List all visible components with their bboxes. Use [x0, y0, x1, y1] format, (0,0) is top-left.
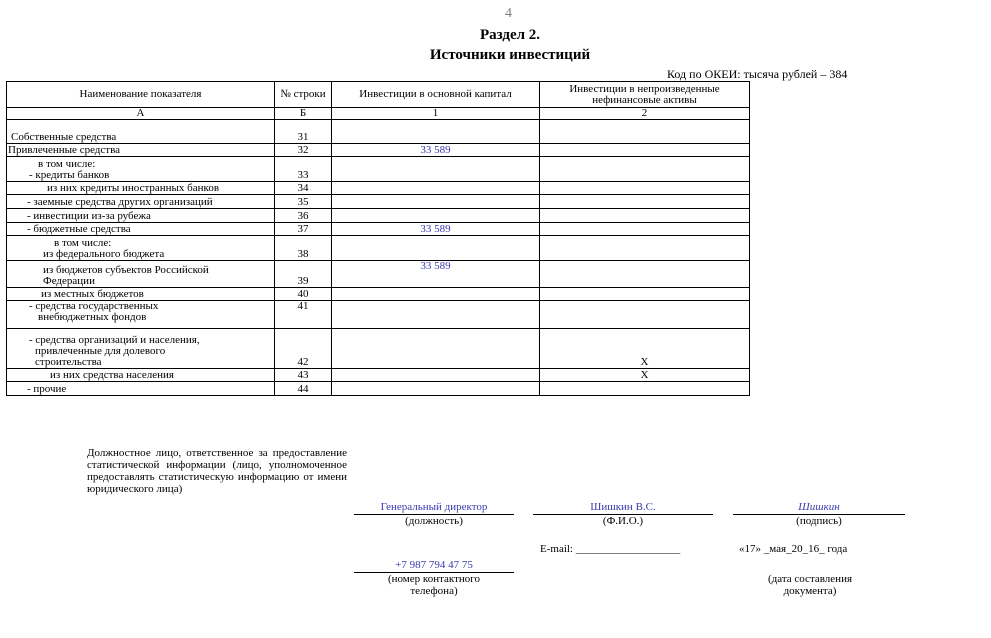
signature-value: Шишкин [798, 501, 840, 513]
row-col1: 33 589 [332, 144, 540, 157]
row-no: 41 [275, 301, 332, 329]
fio-value: Шишкин В.С. [590, 501, 656, 513]
row-name [7, 301, 275, 329]
row-no: 35 [275, 195, 332, 209]
letter-name: А [7, 108, 275, 120]
table-row [7, 329, 750, 369]
row-name [7, 329, 275, 369]
row-col2 [540, 209, 750, 223]
row-col2 [540, 301, 750, 329]
row-col2 [540, 236, 750, 261]
row-name: Собственные средства [7, 120, 275, 144]
row-col2 [540, 382, 750, 396]
row-col1: 33 589 [332, 223, 540, 236]
header-row [7, 82, 750, 108]
row-name: - заемные средства других организаций [7, 195, 275, 209]
table-row [7, 369, 750, 382]
signature-label: (подпись) [733, 514, 905, 527]
row-col1 [332, 209, 540, 223]
row-col1 [332, 301, 540, 329]
row-col1 [332, 120, 540, 144]
table-row [7, 209, 750, 223]
row-col1 [332, 288, 540, 301]
header-name: Наименование показателя [7, 82, 275, 108]
row-col2 [540, 120, 750, 144]
row-no: 43 [275, 369, 332, 382]
row-no: 39 [275, 261, 332, 288]
row-col2 [540, 223, 750, 236]
date-label [745, 573, 875, 597]
table-row [7, 182, 750, 195]
row-name-line1: в том числе: [54, 237, 112, 249]
row-name [7, 236, 275, 261]
row-col2 [540, 144, 750, 157]
row-col2 [540, 261, 750, 288]
section-title: Раздел 2. [479, 27, 541, 43]
header-col2: Инвестиции в непроизведенные нефинансовые активы [540, 82, 750, 108]
row-name-line1: из бюджетов субъектов Российской [43, 264, 209, 276]
row-name: из них кредиты иностранных банков [7, 182, 275, 195]
table-row [7, 301, 750, 329]
date-value: «17» _мая_20_16_ года [739, 543, 848, 555]
investment-sources-table [6, 81, 750, 396]
letter-row-no: Б [275, 108, 332, 120]
table-row [7, 195, 750, 209]
row-name: Привлеченные средства [7, 144, 275, 157]
row-no: 40 [275, 288, 332, 301]
page-number: 4 [505, 6, 512, 21]
row-col1: 33 589 [332, 261, 540, 288]
row-name [7, 157, 275, 182]
row-name-line3: строительства [35, 356, 102, 368]
phone-label [354, 572, 514, 597]
letter-col2: 2 [540, 108, 750, 120]
section-subtitle: Источники инвестиций [429, 47, 591, 63]
row-no: 42 [275, 329, 332, 369]
row-col1 [332, 157, 540, 182]
row-no: 31 [275, 120, 332, 144]
row-name: из местных бюджетов [7, 288, 275, 301]
phone-label-line2: телефона) [410, 585, 458, 597]
row-name: - бюджетные средства [7, 223, 275, 236]
row-col1 [332, 382, 540, 396]
row-no: 33 [275, 157, 332, 182]
date-label-line1: (дата составления [767, 573, 853, 585]
row-name-line1: в том числе: [38, 158, 96, 170]
row-col2 [540, 182, 750, 195]
row-no: 44 [275, 382, 332, 396]
table-row [7, 288, 750, 301]
header-col1: Инвестиции в основной капитал [332, 82, 540, 108]
table-row [7, 382, 750, 396]
row-name: - прочие [7, 382, 275, 396]
row-col1 [332, 369, 540, 382]
position-label: (должность) [354, 514, 514, 527]
okei-code: Код по ОКЕИ: тысяча рублей – 384 [667, 67, 848, 81]
row-name: - инвестиции из-за рубежа [7, 209, 275, 223]
position-value: Генеральный директор [380, 501, 488, 513]
row-col2 [540, 288, 750, 301]
row-name-line2: привлеченные для долевого [35, 345, 166, 357]
row-no: 34 [275, 182, 332, 195]
table-row [7, 144, 750, 157]
row-col1 [332, 329, 540, 369]
row-name-line1: - средства государственных [29, 300, 159, 312]
row-name-line2: Федерации [43, 275, 95, 287]
row-name-line1: - средства организаций и населения, [29, 334, 200, 346]
table-row [7, 157, 750, 182]
row-name: из них средства населения [7, 369, 275, 382]
table-row [7, 261, 750, 288]
row-no: 38 [275, 236, 332, 261]
row-col1 [332, 182, 540, 195]
row-no: 36 [275, 209, 332, 223]
header-row-no: № строки [275, 82, 332, 108]
phone-value: +7 987 794 47 75 [395, 559, 473, 571]
table-row [7, 223, 750, 236]
row-name [7, 261, 275, 288]
responsible-person-text: Должностное лицо, ответственное за предоставление статистической информации (лицо, уполномоченное предоставлять статистическую информацию от имени юридического лица) [87, 447, 347, 495]
row-col2 [540, 195, 750, 209]
letters-row [7, 108, 750, 120]
row-col1 [332, 195, 540, 209]
fio-label: (Ф.И.О.) [533, 514, 713, 527]
row-col2: X [540, 329, 750, 369]
row-no: 37 [275, 223, 332, 236]
table-row [7, 120, 750, 144]
table-row [7, 236, 750, 261]
row-col1 [332, 236, 540, 261]
row-col2 [540, 157, 750, 182]
row-name-line2: внебюджетных фондов [38, 311, 147, 323]
phone-label-line1: (номер контактного [387, 573, 481, 585]
row-col2: X [540, 369, 750, 382]
letter-col1: 1 [332, 108, 540, 120]
row-no: 32 [275, 144, 332, 157]
row-name-line2: из федерального бюджета [43, 248, 165, 260]
date-label-line2: документа) [783, 585, 837, 597]
row-name-line2: - кредиты банков [29, 169, 110, 181]
email-field: E-mail: ___________________ [540, 543, 681, 555]
